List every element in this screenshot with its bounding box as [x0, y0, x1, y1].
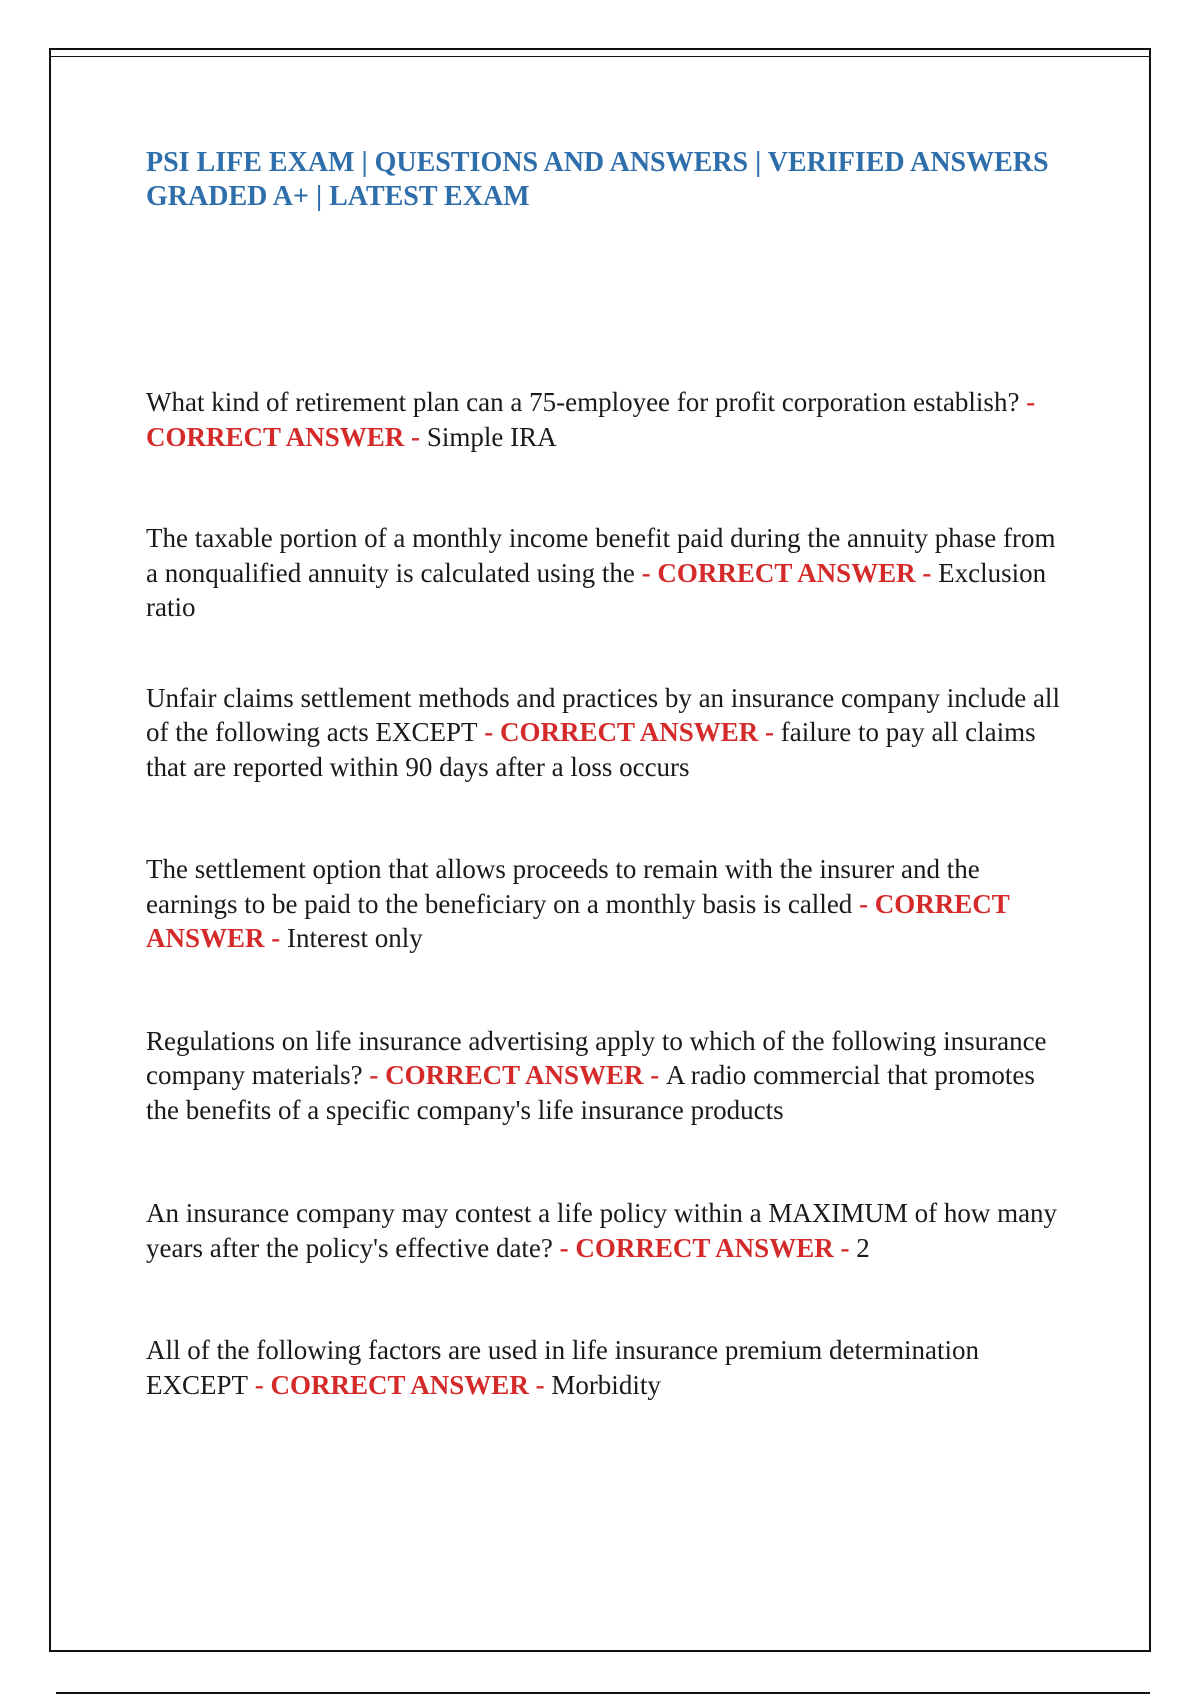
- qa-item-3: [146, 681, 1066, 785]
- qa-item-7: [146, 1333, 1066, 1402]
- qa-item-2: [146, 521, 1066, 625]
- answer-text: Exclusion ratio: [146, 557, 1047, 622]
- correct-answer-marker: - CORRECT ANSWER -: [552, 1232, 857, 1263]
- answer-text: Interest only: [287, 923, 423, 953]
- question-text: What kind of retirement plan can a 75-employee for profit corporation establish?: [146, 387, 1020, 417]
- correct-answer-marker: - CORRECT ANSWER -: [146, 888, 1010, 953]
- answer-text: failure to pay all claims that are reported within 90 days after a loss occurs: [146, 717, 1036, 782]
- page-border-top-rule: [49, 56, 1151, 57]
- qa-item-5: [146, 1024, 1066, 1128]
- document-title: PSI LIFE EXAM | QUESTIONS AND ANSWERS | VERIFIED ANSWERS GRADED A+ | LATEST EXAM: [146, 147, 1049, 212]
- correct-answer-marker: - CORRECT ANSWER -: [634, 557, 939, 588]
- qa-list: [146, 385, 1066, 1458]
- correct-answer-marker: - CORRECT ANSWER -: [146, 387, 1036, 452]
- answer-text: 2: [856, 1232, 870, 1263]
- correct-answer-marker: - CORRECT ANSWER -: [362, 1060, 666, 1090]
- question-text: Unfair claims settlement methods and practices by an insurance company include all of the following acts EXCEPT: [146, 682, 1060, 747]
- question-text: The settlement option that allows proceeds to remain with the insurer and the earnings to be paid to the beneficiary on a monthly basis is called: [146, 854, 980, 919]
- correct-answer-marker: - CORRECT ANSWER -: [248, 1369, 552, 1400]
- qa-item-4: [146, 852, 1066, 956]
- answer-text: Morbidity: [551, 1369, 661, 1400]
- answer-text: A radio commercial that promotes the benefits of a specific company's life insurance products: [146, 1060, 1035, 1125]
- question-text: An insurance company may contest a life policy within a MAXIMUM of how many years after the policy's effective date?: [146, 1198, 1058, 1263]
- answer-text: Simple IRA: [426, 421, 557, 452]
- footer-rule: [56, 1692, 1150, 1694]
- qa-item-6: [146, 1196, 1066, 1265]
- question-text: All of the following factors are used in life insurance premium determination EXCEPT: [146, 1335, 979, 1400]
- question-text: The taxable portion of a monthly income benefit paid during the annuity phase from a nonqualified annuity is calculated using the: [146, 523, 1056, 588]
- qa-item-1: [146, 385, 1066, 454]
- correct-answer-marker: - CORRECT ANSWER -: [477, 717, 781, 747]
- question-text: Regulations on life insurance advertising apply to which of the following insurance company materials?: [146, 1025, 1047, 1090]
